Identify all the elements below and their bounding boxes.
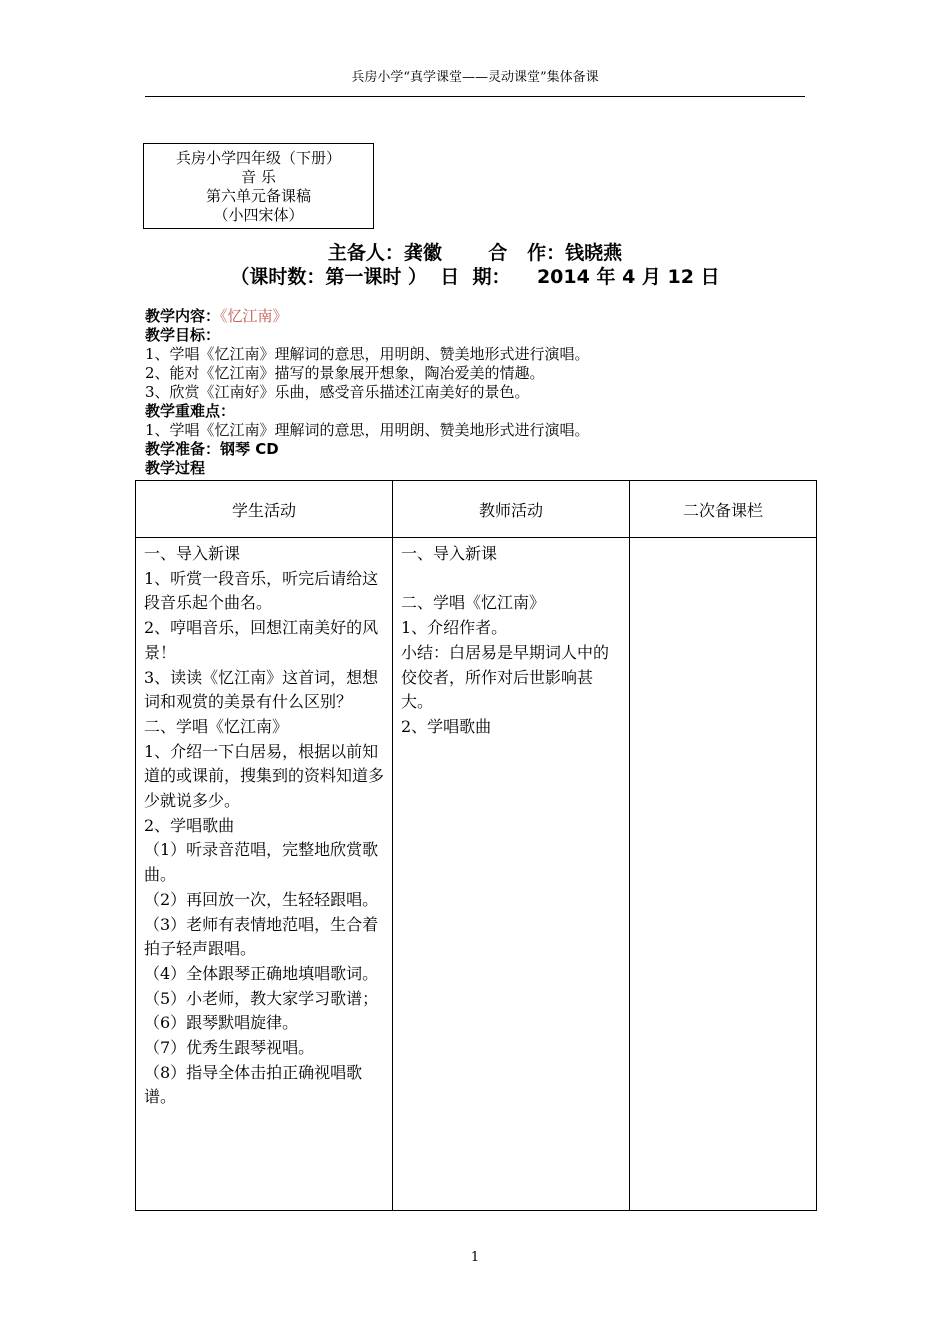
preparation-label: 教学准备： — [145, 440, 221, 458]
student-item: （1）听录音范唱，完整地欣赏歌曲。 — [144, 840, 379, 885]
process-label: 教学过程 — [145, 459, 206, 477]
table-body-row — [136, 538, 817, 1211]
header-student-activity: 学生活动 — [136, 481, 393, 538]
student-item: （5）小老师，教大家学习歌谱； — [144, 988, 379, 1008]
key-point-item: 1、学唱《忆江南》理解词的意思，用明朗、赞美地形式进行演唱。 — [145, 421, 590, 439]
objective-item: 2、能对《忆江南》描写的景象展开想象，陶冶爱美的情趣。 — [145, 364, 545, 382]
student-item: （8）指导全体击拍正确视唱歌谱。 — [144, 1062, 363, 1107]
lesson-date-line: （课时数：第一课时 ） 日 期： 2014 年 4 月 12 日 — [230, 266, 720, 288]
student-activity-cell — [136, 538, 393, 1211]
teacher-activity-cell — [393, 538, 630, 1211]
student-item: 1、介绍一下白居易，根据以前知道的或课前，搜集到的资料知道多少就说多少。 — [144, 741, 385, 811]
student-item: 2、学唱歌曲 — [144, 815, 235, 835]
teaching-content-value: 《忆江南》 — [220, 307, 288, 325]
title-box — [143, 143, 374, 229]
preparers-line: 主备人：龚徽 合 作：钱晓燕 — [327, 242, 623, 264]
objective-item: 3、欣赏《江南好》乐曲，感受音乐描述江南美好的景色。 — [145, 383, 530, 401]
student-item: 二、学唱《忆江南》 — [144, 716, 289, 736]
title-box-line: 兵房小学四年级（下册） — [175, 149, 341, 167]
objectives-label: 教学目标： — [145, 326, 221, 344]
title-box-line: 音 乐 — [241, 168, 276, 186]
running-header: 兵房小学“真学课堂——灵动课堂”集体备课 — [351, 70, 599, 85]
objective-item: 1、学唱《忆江南》理解词的意思，用明朗、赞美地形式进行演唱。 — [145, 345, 590, 363]
teacher-item: 二、学唱《忆江南》 — [401, 593, 546, 613]
page-number: 1 — [470, 1250, 480, 1265]
student-item: 1、听赏一段音乐，听完后请给这段音乐起个曲名。 — [144, 568, 379, 613]
header-revision-column: 二次备课栏 — [630, 481, 817, 538]
student-item: （4）全体跟琴正确地填唱歌词。 — [144, 963, 379, 983]
key-points-label: 教学重难点： — [145, 402, 236, 420]
preparation — [145, 440, 825, 459]
teacher-item-spacer — [401, 567, 622, 592]
revision-cell — [630, 538, 817, 1211]
title-box-line: （小四宋体） — [213, 206, 304, 224]
lesson-info — [145, 307, 825, 478]
preparation-value: 钢琴 CD — [220, 440, 279, 458]
teacher-item: 2、学唱歌曲 — [401, 716, 492, 736]
teaching-process-table — [135, 480, 817, 1211]
student-item: （2）再回放一次，生轻轻跟唱。 — [144, 889, 379, 909]
table-header-row — [136, 481, 817, 538]
teacher-item: 1、介绍作者。 — [401, 618, 508, 638]
teaching-content — [145, 307, 825, 326]
student-item: （6）跟琴默唱旋律。 — [144, 1013, 299, 1033]
student-item: （3）老师有表情地范唱，生合着拍子轻声跟唱。 — [144, 914, 379, 959]
teacher-item: 小结：白居易是早期词人中的佼佼者，所作对后世影响甚大。 — [401, 642, 610, 712]
teacher-item: 一、导入新课 — [401, 544, 498, 563]
teaching-content-label: 教学内容： — [145, 307, 221, 325]
student-item: （7）优秀生跟琴视唱。 — [144, 1038, 315, 1058]
header-teacher-activity: 教师活动 — [393, 481, 630, 538]
title-box-line: 第六单元备课稿 — [205, 187, 311, 205]
student-item: 3、读读《忆江南》这首词，想想词和观赏的美景有什么区别？ — [144, 667, 379, 712]
student-item: 一、导入新课 — [144, 544, 241, 563]
student-item: 2、哼唱音乐，回想江南美好的风景！ — [144, 618, 379, 662]
header-rule — [145, 96, 805, 97]
